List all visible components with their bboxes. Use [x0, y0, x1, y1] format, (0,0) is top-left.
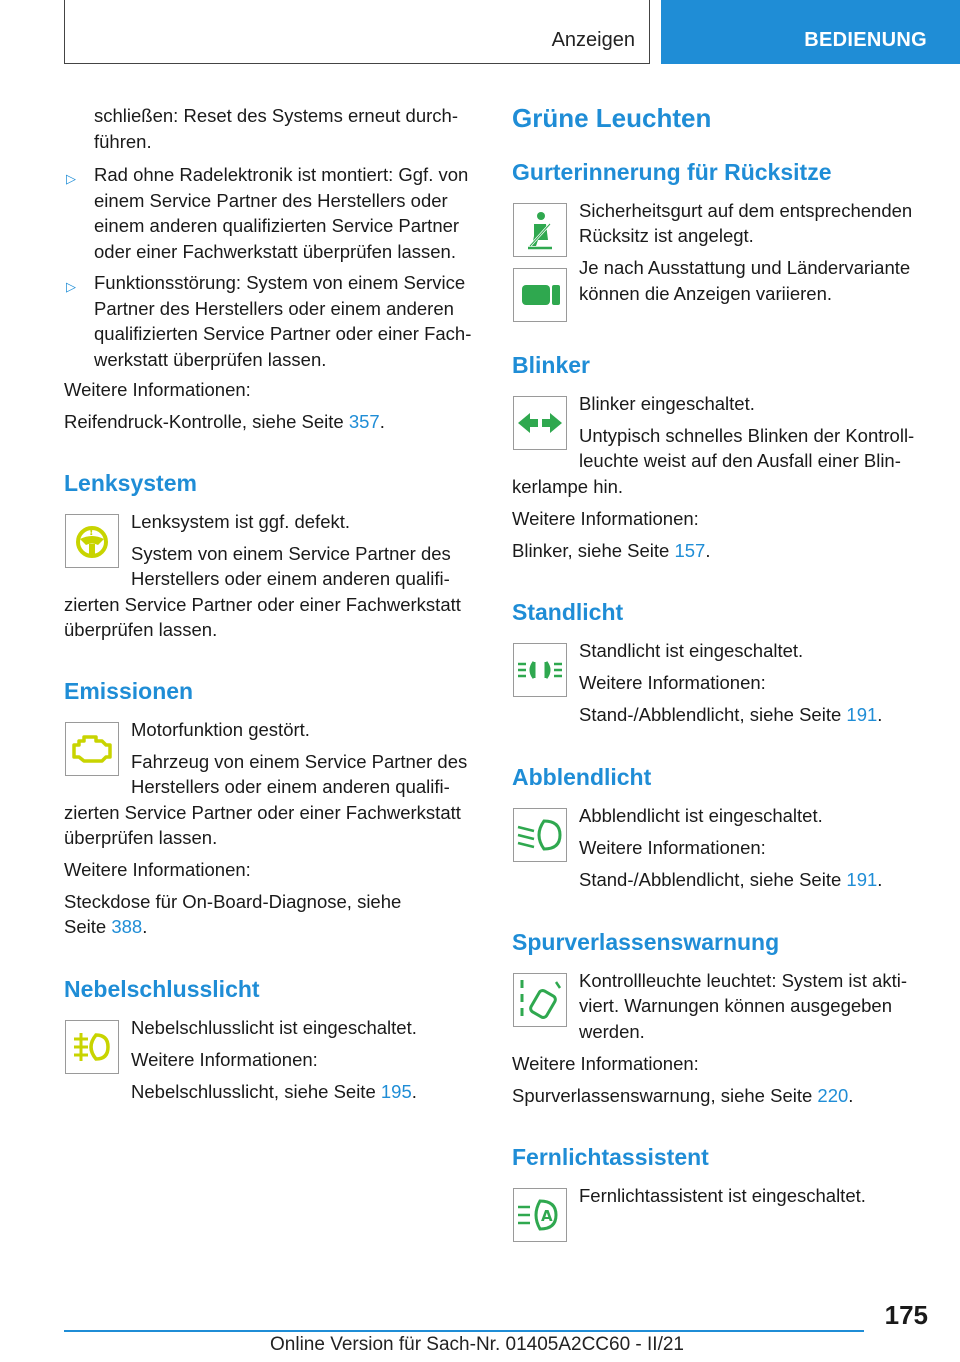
page-link[interactable]: 157	[674, 540, 706, 561]
list-item-line: einem anderen qualifizierten Service Partner	[94, 215, 460, 236]
turn-signal-icon	[514, 397, 566, 449]
reference-text: Nebelschlusslicht, siehe Seite	[131, 1081, 381, 1102]
low-beam-icon	[514, 809, 566, 861]
list-item-line: Partner des Herstellers oder einem anderen	[94, 297, 454, 319]
reference-text: Blinker, siehe Seite	[512, 540, 675, 561]
seatbelt-icon	[514, 204, 566, 256]
body-text: Herstellers oder einem anderen qualifi-	[131, 568, 450, 589]
header-section-label: Anzeigen	[551, 29, 635, 51]
page-link[interactable]: 220	[817, 1085, 849, 1106]
body-text: Rücksitz ist angelegt.	[579, 225, 754, 246]
bullet-triangle-icon: ▷	[66, 279, 76, 294]
reference-text: Steckdose für On-Board-Diagnose, siehe	[64, 891, 402, 912]
page-link[interactable]: 357	[348, 411, 380, 432]
reference-text: Stand-/Abblendlicht, siehe Seite	[579, 704, 847, 725]
reference-line: Spurverlassenswarnung, siehe Seite 220.	[512, 1085, 854, 1106]
section-heading-spurverlassenswarnung: Spurverlassenswarnung	[512, 929, 780, 955]
section-heading-fernlichtassistent: Fernlichtassistent	[512, 1144, 709, 1170]
indicator-box	[513, 973, 567, 1027]
list-item-line: Rad ohne Radelektronik ist montiert: Ggf. von	[94, 164, 469, 185]
more-info-label: Weitere Informationen:	[64, 859, 251, 880]
continued-text-line: schließen: Reset des Systems erneut durch-	[94, 105, 458, 126]
svg-text:A: A	[541, 1207, 553, 1225]
indicator-box	[513, 203, 567, 257]
list-item	[66, 162, 469, 264]
body-text: können die Anzeigen variieren.	[579, 283, 833, 304]
section-heading-standlicht: Standlicht	[512, 599, 624, 625]
body-text: Sicherheitsgurt auf dem entsprechenden	[579, 200, 913, 221]
lane-departure-icon	[514, 974, 566, 1026]
body-text: überprüfen lassen.	[64, 619, 218, 640]
body-text: kerlampe hin.	[512, 476, 624, 497]
body-text: Motorfunktion gestört.	[131, 719, 310, 740]
list-item-line: einem Service Partner des Herstellers oder	[94, 189, 448, 211]
section-heading-abblendlicht: Abblendlicht	[512, 764, 652, 790]
indicator-box	[513, 808, 567, 862]
body-text: Standlicht ist eingeschaltet.	[579, 640, 804, 661]
list-item-line: oder einer Fachwerkstatt überprüfen lassen.	[94, 240, 456, 262]
indicator-box	[513, 268, 567, 322]
body-text: viert. Warnungen können ausgegeben	[579, 995, 893, 1016]
reference-line: Nebelschlusslicht, siehe Seite 195.	[131, 1081, 417, 1102]
reference-text: Seite	[64, 916, 112, 937]
svg-text:!: !	[89, 527, 94, 538]
body-text: Untypisch schnelles Blinken der Kontroll-	[579, 425, 915, 446]
reference-text: Spurverlassenswarnung, siehe Seite	[512, 1085, 818, 1106]
reference-text: Reifendruck-Kontrolle, siehe Seite	[64, 411, 349, 432]
body-text: Abblendlicht ist eingeschaltet.	[579, 805, 823, 826]
high-beam-assistant-icon	[514, 1189, 566, 1241]
rear-fog-light-icon	[66, 1021, 118, 1073]
reference-line: Seite 388.	[64, 916, 148, 937]
body-text: werden.	[579, 1021, 645, 1042]
body-text: zierten Service Partner oder einer Fachwerkstatt	[64, 594, 461, 615]
page-link[interactable]: 388	[111, 916, 143, 937]
bullet-triangle-icon: ▷	[66, 171, 76, 186]
footer-divider	[64, 1330, 864, 1332]
body-text: Fernlichtassistent ist eingeschaltet.	[579, 1185, 866, 1206]
list-item-line: qualifizierten Service Partner oder einer Fach-	[94, 323, 472, 344]
reference-line: Stand-/Abblendlicht, siehe Seite 191.	[579, 704, 883, 725]
section-heading-nebelschlusslicht: Nebelschlusslicht	[64, 976, 260, 1002]
section-heading-blinker: Blinker	[512, 352, 590, 378]
indicator-box	[513, 1188, 567, 1242]
more-info-label: Weitere Informationen:	[64, 379, 251, 400]
page-link[interactable]: 191	[846, 704, 878, 725]
rear-seat-indicator-icon	[514, 269, 566, 321]
parking-light-icon	[514, 644, 566, 696]
indicator-box	[65, 1020, 119, 1074]
header-chapter-label: BEDIENUNG	[804, 29, 927, 51]
body-text: Lenksystem ist ggf. defekt.	[131, 511, 351, 532]
section-heading-lenksystem: Lenksystem	[64, 470, 197, 496]
body-text: zierten Service Partner oder einer Fachwerkstatt	[64, 802, 461, 823]
steering-warning-icon	[66, 515, 118, 567]
continued-text-line: führen.	[94, 131, 152, 152]
indicator-box	[65, 722, 119, 776]
page-section-title: Grüne Leuchten	[512, 103, 712, 133]
list-item	[66, 270, 472, 372]
page-link[interactable]: 191	[846, 869, 878, 890]
engine-warning-icon	[66, 723, 118, 775]
body-text: Blinker eingeschaltet.	[579, 393, 755, 414]
indicator-box	[513, 643, 567, 697]
more-info-label: Weitere Informationen:	[512, 508, 699, 529]
body-text: leuchte weist auf den Ausfall einer Blin-	[579, 450, 901, 471]
footer-text: Online Version für Sach-Nr. 01405A2CC60 - II/21	[270, 1334, 685, 1355]
reference-line: Reifendruck-Kontrolle, siehe Seite 357.	[64, 411, 385, 432]
body-text: Je nach Ausstattung und Ländervariante	[579, 257, 911, 278]
reference-line: Blinker, siehe Seite 157.	[512, 540, 711, 561]
reference-text: Stand-/Abblendlicht, siehe Seite	[579, 869, 847, 890]
indicator-box	[513, 396, 567, 450]
page-link[interactable]: 195	[380, 1081, 412, 1102]
section-heading-emissionen: Emissionen	[64, 678, 194, 704]
body-text: Fahrzeug von einem Service Partner des	[131, 751, 468, 772]
reference-line: Stand-/Abblendlicht, siehe Seite 191.	[579, 869, 883, 890]
header-section-tab	[64, 0, 650, 64]
list-item-line: werkstatt überprüfen lassen.	[94, 348, 327, 370]
body-text: Herstellers oder einem anderen qualifi-	[131, 776, 450, 797]
more-info-label: Weitere Informationen:	[512, 1053, 699, 1074]
section-heading-gurterinnerung: Gurterinnerung für Rücksitze	[512, 159, 832, 185]
page-number: 175	[884, 1300, 928, 1330]
more-info-label: Weitere Informationen:	[579, 837, 766, 858]
body-text: überprüfen lassen.	[64, 827, 218, 848]
list-item-line: Funktionsstörung: System von einem Service	[94, 272, 466, 293]
header-chapter-tab	[661, 0, 960, 64]
body-text: Kontrollleuchte leuchtet: System ist akti-	[579, 970, 908, 991]
indicator-box	[65, 514, 119, 568]
more-info-label: Weitere Informationen:	[131, 1049, 318, 1070]
body-text: Nebelschlusslicht ist eingeschaltet.	[131, 1017, 417, 1038]
body-text: System von einem Service Partner des	[131, 543, 451, 564]
more-info-label: Weitere Informationen:	[579, 672, 766, 693]
